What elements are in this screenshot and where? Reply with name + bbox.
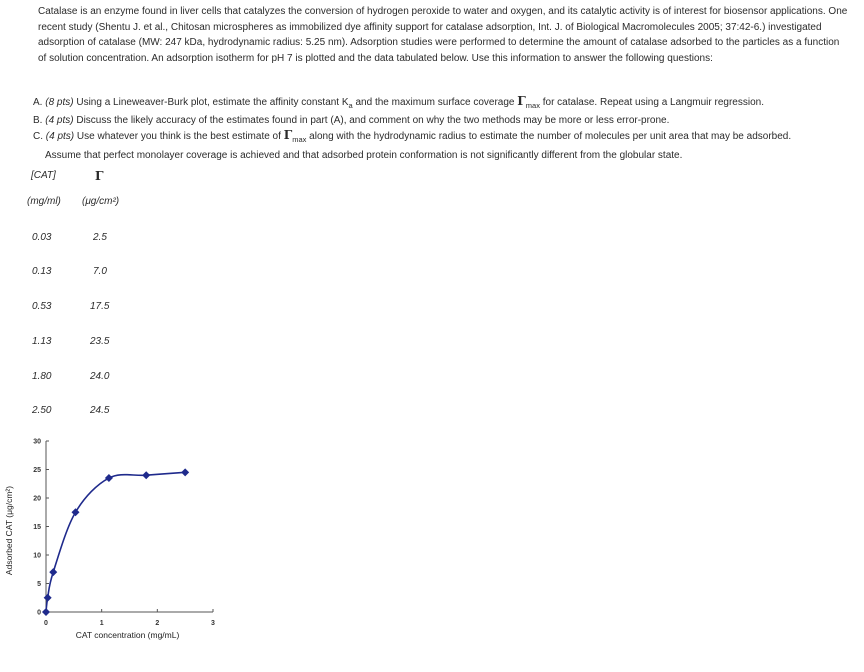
data-point	[72, 508, 80, 516]
y-tick-label: 10	[33, 552, 41, 560]
table-cell-gamma: 7.0	[93, 266, 107, 277]
x-tick-label: 3	[211, 620, 215, 627]
y-tick-label: 30	[33, 438, 41, 446]
question-a-points: (8 pts)	[45, 97, 74, 108]
table-cell-cat: 0.53	[32, 301, 52, 312]
question-c-text-2: along with the hydrodynamic radius to estimate the number of molecules per unit area that may be adsorbed.	[309, 131, 792, 143]
question-c-label: C.	[33, 131, 43, 143]
table-header-gamma: Γ	[95, 169, 104, 183]
table-cell-gamma: 23.5	[90, 336, 110, 347]
gamma-symbol: Γ	[283, 128, 293, 143]
data-point	[49, 568, 57, 576]
question-c-continued: Assume that perfect monolayer coverage is achieved and that adsorbed protein conformation is not significantly different from the globular state.	[45, 149, 683, 161]
table-header-cat: [CAT]	[31, 170, 56, 181]
y-tick-label: 25	[33, 467, 41, 474]
question-a	[33, 94, 853, 113]
question-c-text-1: Use whatever you think is the best estimate of	[76, 131, 281, 143]
y-tick-label: 0	[37, 609, 41, 617]
question-c	[33, 128, 853, 147]
x-axis-label: CAT concentration (mg/mL)	[75, 630, 180, 640]
chart-axes	[46, 441, 213, 612]
question-b	[33, 113, 853, 128]
question-b-points: (4 pts)	[45, 115, 74, 127]
adsorption-isotherm-chart	[0, 430, 240, 662]
table-unit-cat: (mg/ml)	[27, 196, 61, 207]
x-tick-label: 0	[44, 620, 48, 627]
data-point	[142, 471, 150, 479]
x-tick-label: 1	[99, 620, 104, 627]
intro-paragraph: Catalase is an enzyme found in liver cells that catalyzes the conversion of hydrogen peroxide to water and oxygen, and its catalytic activity is of interest for biosensor applications. One recent study (Shentu J. et al., Chitosan microspheres as immobilized dye affinity support for catalase adsorption, Int. J. of Biological Macromolecules 2005; 37:42-6.) investigated adsorption of catalase (MW: 247 kDa, hydrodynamic radius: 5.25 nm). Adsorption studies were performed to determine the amount of catalase adsorbed to the particles as a function of solution concentration. An adsorption isotherm for pH 7 is plotted and the data tabulated below. Use this information to answer the following questions:	[38, 6, 848, 64]
data-point	[181, 468, 189, 476]
x-tick-label: 2	[155, 620, 160, 627]
y-tick-label: 15	[33, 524, 41, 531]
table-unit-gamma: (μg/cm²)	[82, 196, 120, 207]
data-point	[44, 594, 52, 602]
data-point	[105, 474, 113, 482]
question-a-text-1: Using a Lineweaver-Burk plot, estimate the affinity constant K	[76, 97, 349, 108]
table-cell-gamma: 24.0	[90, 371, 110, 382]
table-cell-gamma: 2.5	[93, 232, 107, 243]
y-tick-label: 20	[33, 495, 41, 503]
question-a-text-3: for catalase. Repeat using a Langmuir regression.	[542, 97, 764, 108]
table-cell-cat: 0.13	[32, 266, 52, 277]
table-cell-cat: 1.80	[32, 371, 52, 382]
y-tick-label: 5	[37, 581, 41, 588]
question-b-text: Discuss the likely accuracy of the estimates found in part (A), and comment on why the two methods may be more or less error-prone.	[76, 115, 670, 127]
table-cell-gamma: 17.5	[90, 301, 110, 312]
question-c-points: (4 pts)	[45, 131, 75, 143]
y-axis-label: Adsorbed CAT (μg/cm²)	[4, 485, 14, 576]
table-cell-gamma: 24.5	[90, 405, 110, 416]
max-subscript: max	[292, 135, 307, 145]
table-cell-cat: 0.03	[32, 232, 52, 243]
series-line	[46, 472, 185, 612]
question-a-text-2: and the maximum surface coverage	[355, 97, 515, 108]
question-a-subscript: a	[348, 101, 353, 110]
chart-ticks	[33, 439, 215, 628]
max-subscript: max	[525, 101, 540, 110]
question-b-label: B.	[33, 115, 43, 127]
data-point	[42, 608, 50, 616]
table-cell-cat: 1.13	[32, 336, 52, 347]
gamma-symbol: Γ	[517, 94, 526, 108]
question-a-label: A.	[33, 97, 43, 108]
table-cell-cat: 2.50	[32, 405, 52, 416]
data-points	[42, 468, 189, 616]
questions	[33, 94, 853, 163]
